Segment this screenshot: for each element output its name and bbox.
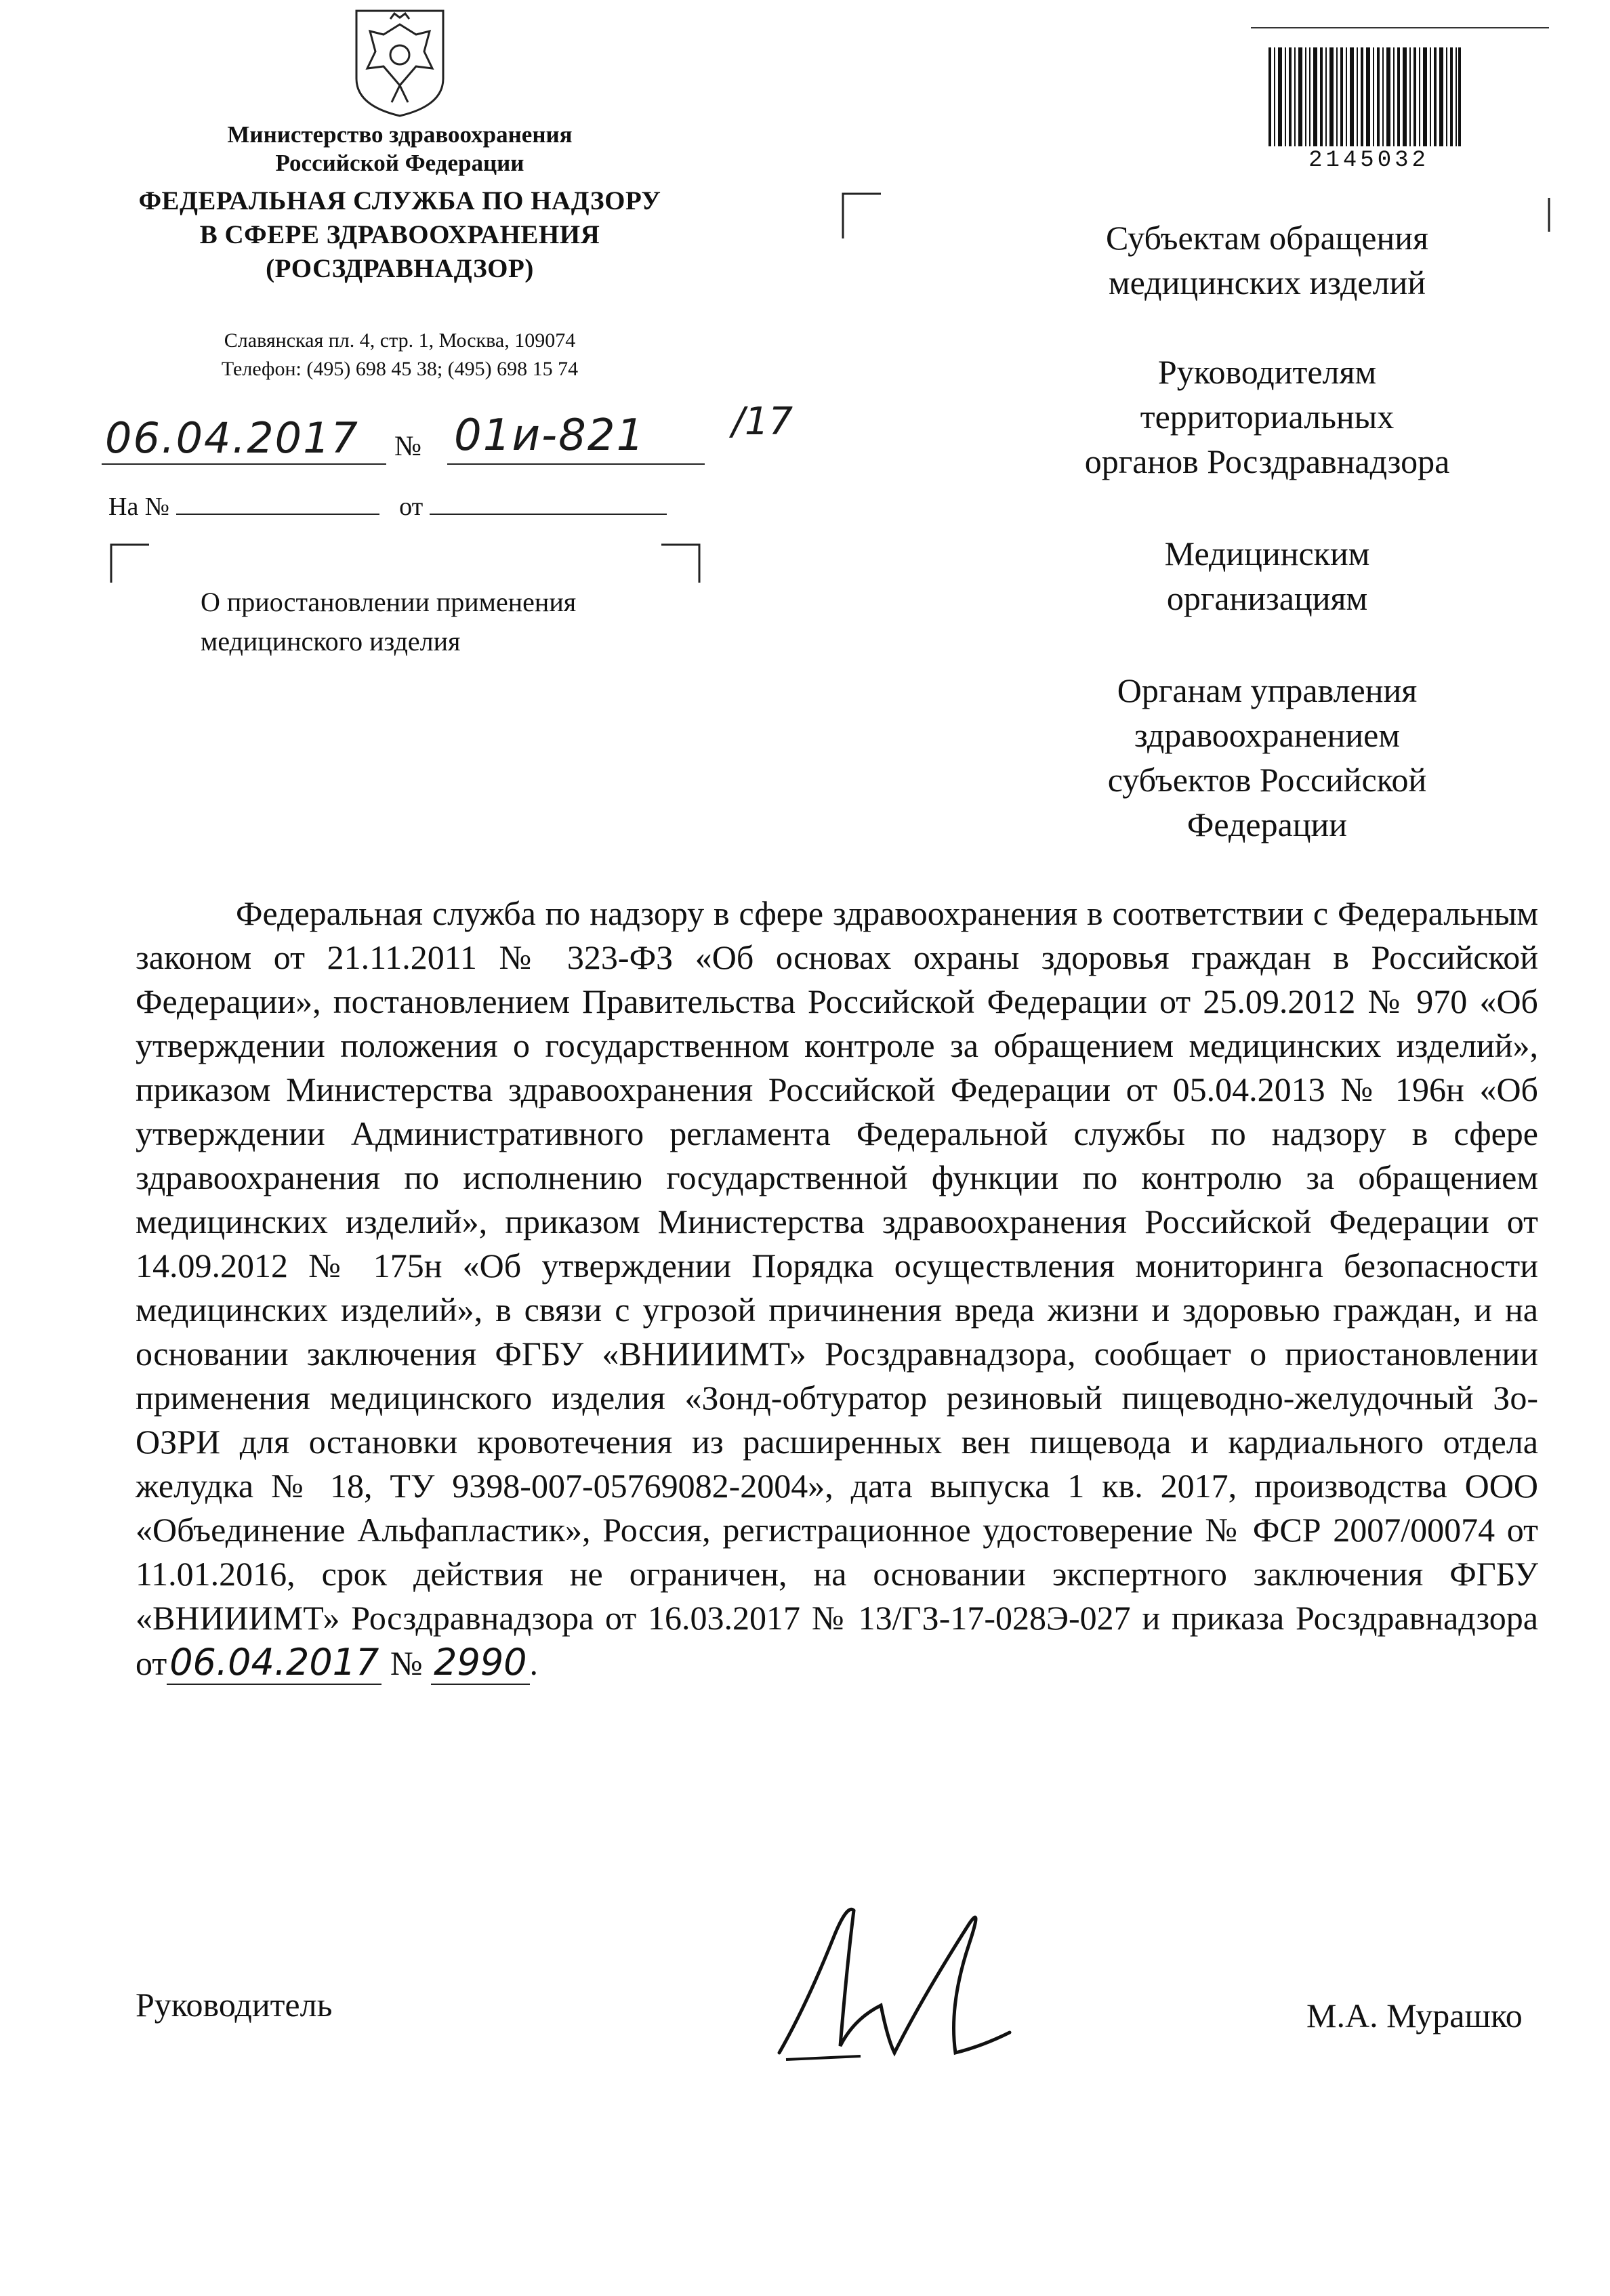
address-line-2: Телефон: (495) 698 45 38; (495) 698 15 74 (221, 358, 579, 380)
addressee-line: организациям (1166, 579, 1368, 617)
registration-year-suffix: /17 (732, 400, 793, 444)
ministry-line-2: Российской Федерации (275, 150, 524, 176)
agency-line-2: В СФЕРЕ ЗДРАВООХРАНЕНИЯ (199, 220, 600, 249)
registration-number: 01и-821 (454, 411, 646, 461)
reference-line (108, 492, 667, 522)
addressee-line: Субъектам обращения (1106, 219, 1428, 257)
ministry-line-1: Министерство здравоохранения (227, 121, 573, 148)
order-end: . (529, 1644, 539, 1682)
addressee-4 (1057, 668, 1477, 847)
reference-date-blank (430, 493, 667, 515)
subject-line-2: медицинского изделия (201, 626, 461, 656)
address-line-1: Славянская пл. 4, стр. 1, Москва, 109074 (224, 329, 576, 352)
agency-line-3: (РОСЗДРАВНАДЗОР) (266, 254, 534, 283)
reference-label: На № (108, 493, 170, 521)
state-emblem-icon (343, 4, 457, 119)
subject-line-1: О приостановлении применения (201, 587, 577, 617)
addressee-line: Руководителям (1157, 353, 1377, 391)
addressee-line: субъектов Российской (1107, 761, 1427, 799)
addressee-line: здравоохранением (1134, 716, 1400, 754)
order-date: 06.04.2017 (167, 1641, 381, 1685)
order-number-sign: № (390, 1644, 423, 1682)
addressee-2 (1030, 350, 1504, 484)
letter-body (136, 892, 1538, 1686)
number-underline (447, 462, 705, 466)
agency-line-1: ФЕДЕРАЛЬНАЯ СЛУЖБА ПО НАДЗОРУ (138, 186, 661, 215)
addressee-line: органов Росздравнадзора (1084, 442, 1450, 480)
barcode-icon (1268, 47, 1461, 146)
handwritten-signature-icon (766, 1883, 1050, 2087)
addressee-line: Федерации (1186, 806, 1348, 843)
letter-subject (201, 583, 716, 661)
addressee-line: территориальных (1140, 398, 1395, 436)
reference-from-label: от (399, 493, 424, 521)
body-text: Федеральная служба по надзору в сфере здравоохранения в соответствии с Федеральным законом от 21.11.2011 № 323-ФЗ «Об основах охраны здоровья граждан в Российской Федерации», постановлением Правительства Российской Федерации от 25.09.2012 № 970 «Об утверждении положения о государственном контроле за обращением медицинских изделий», приказом Министерства здравоохранения Российской Федерации от 05.04.2013 № 196н «Об утверждении Административного регламента Федеральной службы по надзору в сфере здравоохранения по исполнению государственной функции по контролю за обращением медицинских изделий», приказом Министерства здравоохранения Российской Федерации от 14.09.2012 № 175н «Об утверждении Порядка осуществления мониторинга безопасности медицинских изделий», в связи с угрозой причинения вреда жизни и здоровью граждан, и на основании заключения ФГБУ «ВНИИИМТ» Росздравнадзора, сообщает о приостановлении применения медицинского изделия «Зонд-обтуратор резиновый пищеводно-желудочный Зо-ОЗРИ для остановки кровотечения из расширенных вен пищевода и кардиального отдела желудка № 18, ТУ 9398-007-05769082-2004», дата выпуска 1 кв. 2017, производства ООО «Объединение Альфапластик», Россия, регистрационное удостоверение № ФСР 2007/00074 от 11.01.2016, срок действия не ограничен, на основании экспертного заключения ФГБУ «ВНИИИМТ» Росздравнадзора от 16.03.2017 № 13/ГЗ-17-028Э-027 и приказа Росздравнадзора (136, 894, 1538, 1637)
order-number: 2990 (431, 1641, 529, 1685)
date-underline (102, 462, 386, 466)
signatory-role: Руководитель (136, 1986, 333, 2024)
addressee-line: Медицинским (1164, 535, 1370, 572)
ministry-name (122, 121, 678, 178)
addressee-line: Органам управления (1117, 671, 1418, 709)
registration-date: 06.04.2017 (105, 413, 359, 463)
barcode-number: 2145032 (1308, 148, 1429, 173)
addressee-3 (1057, 531, 1477, 621)
registration-number-sign: № (394, 431, 422, 462)
agency-name (102, 184, 698, 286)
addressee-1 (1057, 215, 1477, 305)
agency-address (122, 327, 678, 383)
top-rule (1251, 27, 1549, 28)
order-prefix: от (136, 1644, 167, 1682)
addressee-line: медицинских изделий (1108, 264, 1426, 301)
signatory-name: М.А. Мурашко (1306, 1997, 1523, 2034)
reference-number-blank (176, 493, 379, 515)
